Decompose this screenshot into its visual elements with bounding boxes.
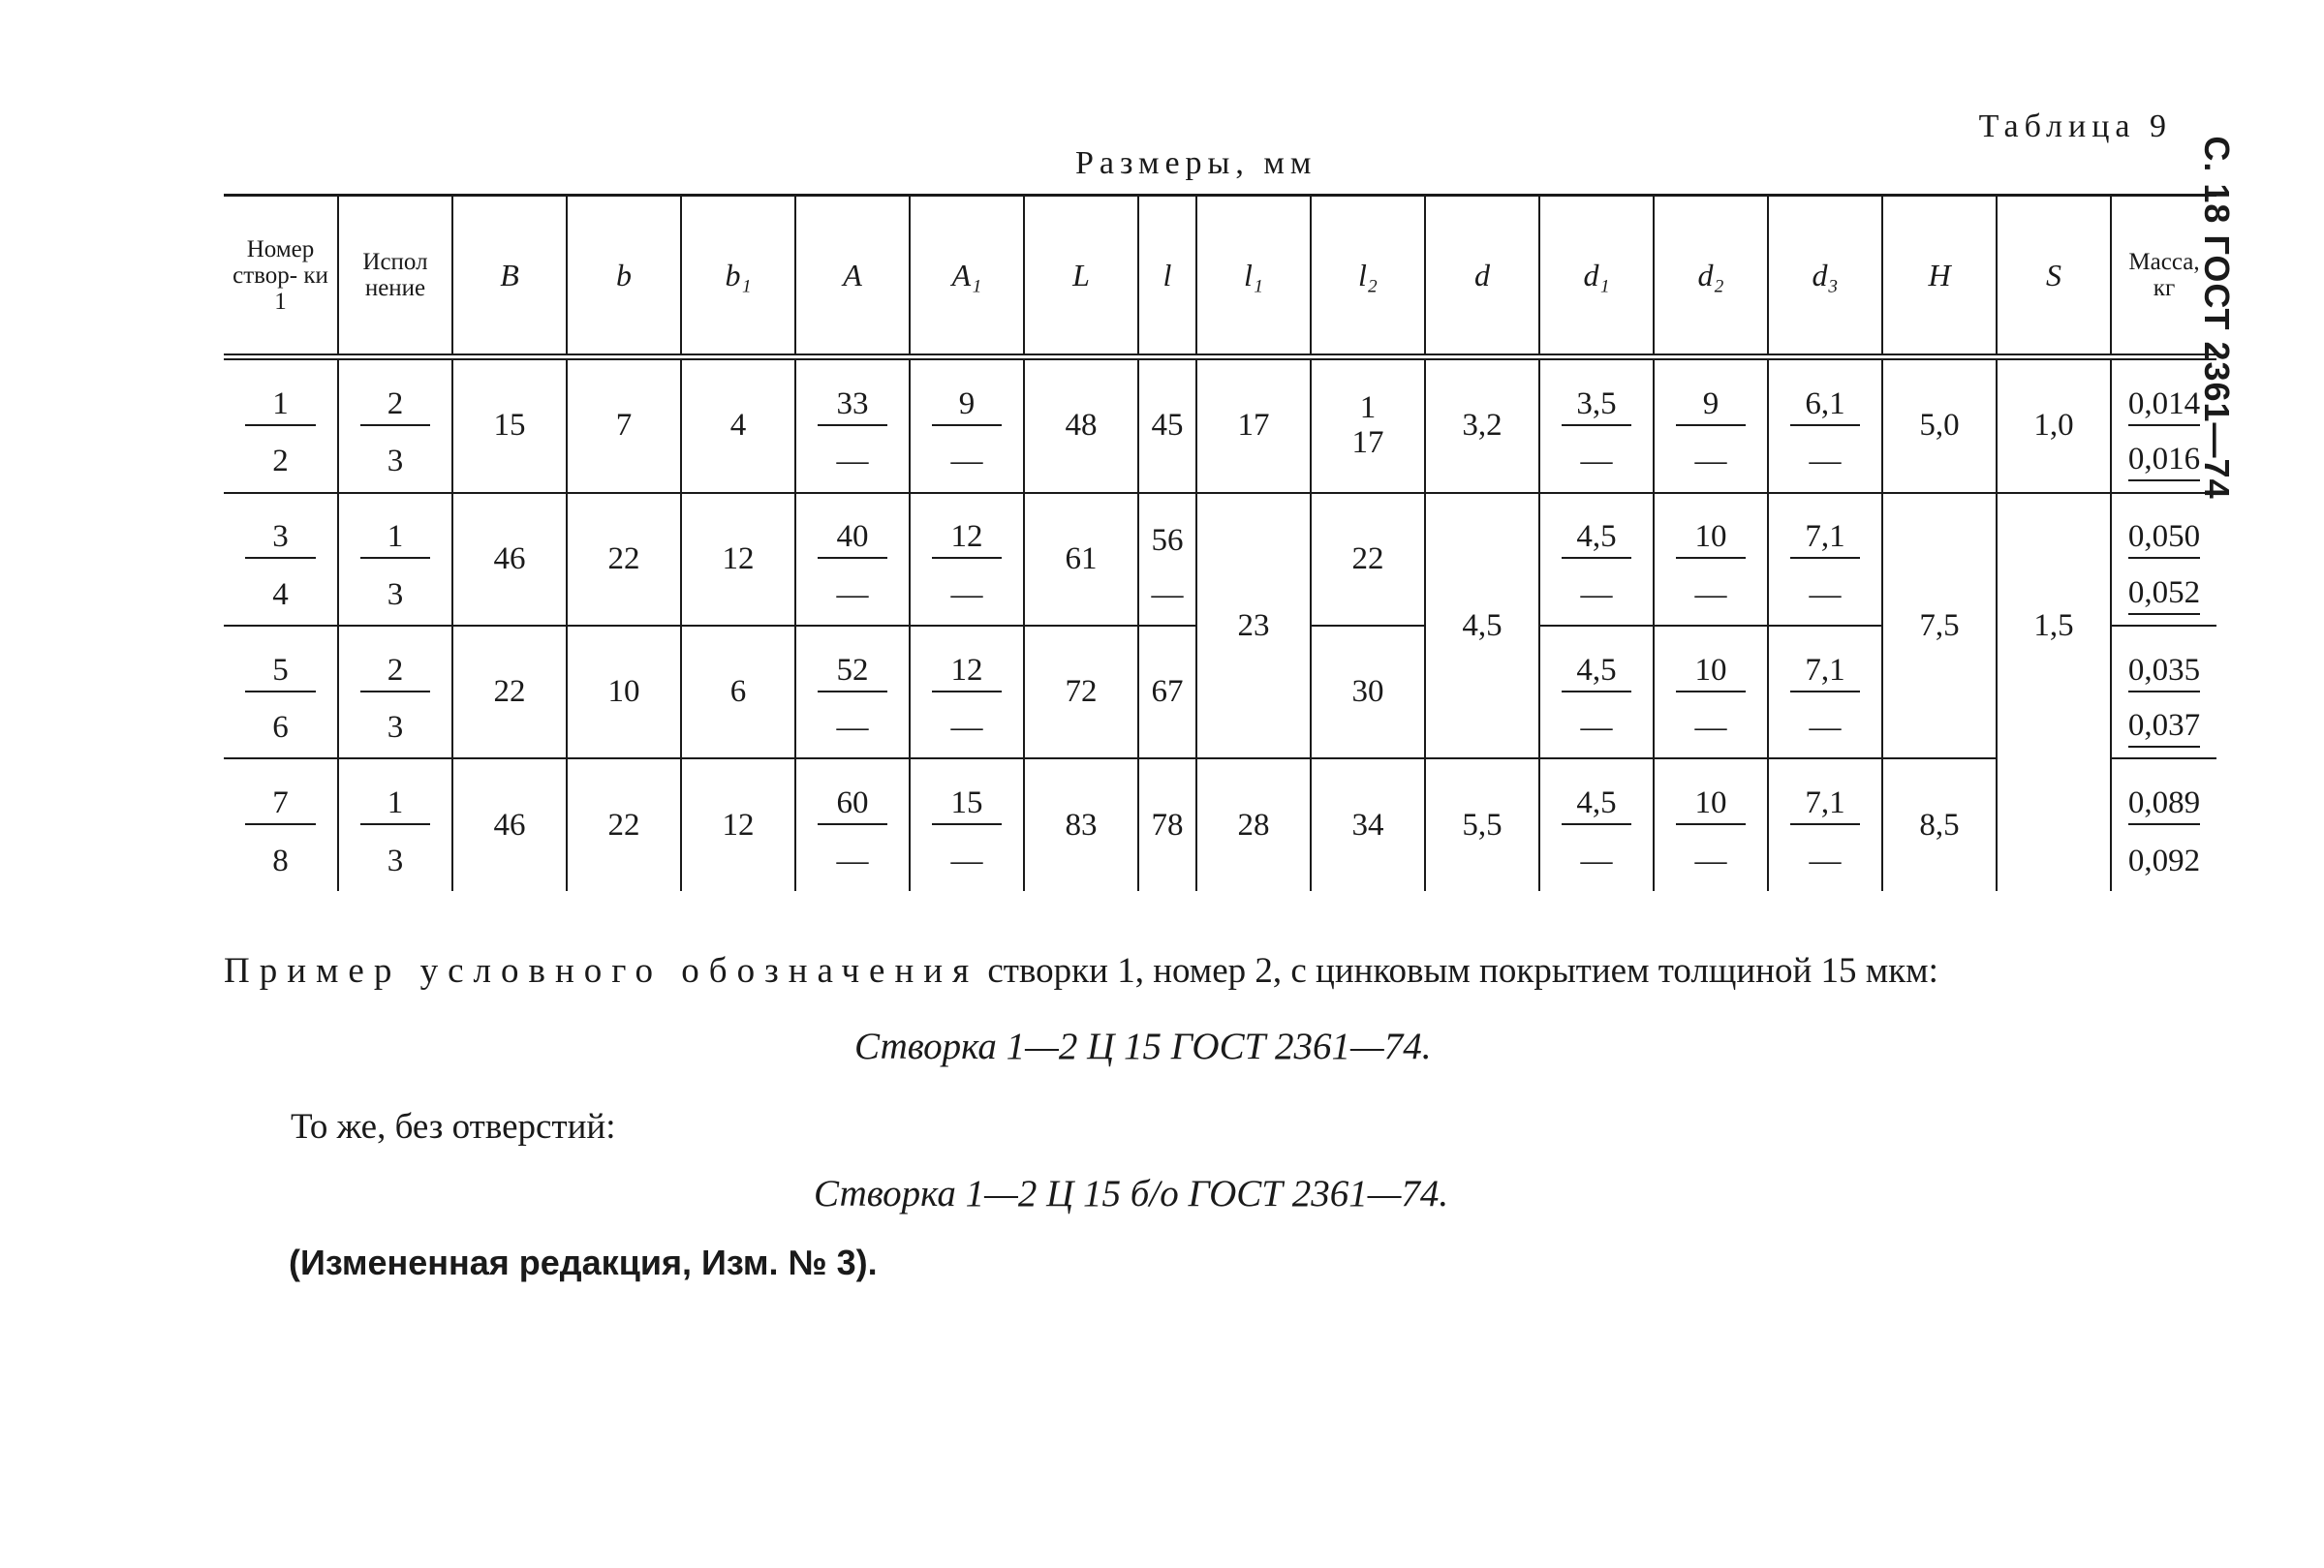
cell-d1	[1539, 626, 1654, 698]
cell-A: —	[795, 432, 910, 493]
cell-nomer-value: 5	[245, 653, 317, 692]
header-b1: b₁	[681, 196, 795, 357]
cell-d1: —	[1539, 698, 1654, 759]
cell-nomer: 2	[224, 432, 338, 493]
cell-d3	[1768, 357, 1882, 432]
cell-d1: —	[1539, 831, 1654, 891]
cell-l2: 34	[1311, 758, 1425, 891]
cell-d3-value: 7,1	[1790, 519, 1861, 559]
cell-ispolnenie: 3	[338, 698, 452, 759]
cell-l2	[1311, 357, 1425, 493]
cell-l: 67	[1138, 626, 1196, 758]
header-b: b	[567, 196, 681, 357]
cell-nomer	[224, 758, 338, 831]
cell-A1	[910, 626, 1024, 698]
designation-example-1: Створка 1—2 Ц 15 ГОСТ 2361—74.	[854, 1026, 1432, 1067]
cell-d3	[1768, 493, 1882, 566]
cell-massa-value: 0,089	[2128, 785, 2200, 825]
cell-B: 46	[452, 758, 567, 891]
cell-S: 1,5	[1997, 493, 2111, 759]
header-d3: d₃	[1768, 196, 1882, 357]
cell-S: 1,0	[1997, 357, 2111, 493]
cell-d1	[1539, 493, 1654, 566]
cell-l: 45	[1138, 357, 1196, 493]
cell-d3: —	[1768, 432, 1882, 493]
cell-B: 15	[452, 357, 567, 493]
header-d1: d₁	[1539, 196, 1654, 357]
cell-A	[795, 357, 910, 432]
cell-ispolnenie-value: 1	[360, 785, 431, 825]
header-d: d	[1425, 196, 1539, 357]
cell-d2	[1654, 357, 1768, 432]
units-caption: Размеры, мм	[1075, 145, 1317, 181]
cell-A-value: 52	[818, 653, 888, 692]
cell-massa	[2111, 626, 2216, 698]
cell-l1: 28	[1196, 758, 1311, 891]
cell-A-value: 40	[818, 519, 888, 559]
cell-l2: 22	[1311, 493, 1425, 626]
cell-A: —	[795, 698, 910, 759]
cell-massa-value: 0,052	[2128, 575, 2200, 615]
cell-d3	[1768, 626, 1882, 698]
cell-nomer-value: 3	[245, 519, 317, 559]
cell-l: —	[1138, 565, 1196, 626]
cell-nomer: 4	[224, 565, 338, 626]
cell-A1-value: 9	[932, 386, 1003, 426]
cell-d2-value: 9	[1676, 386, 1747, 426]
cell-l1: 23	[1196, 493, 1311, 759]
cell-A	[795, 626, 910, 698]
cell-A1: —	[910, 432, 1024, 493]
cell-d2	[1654, 758, 1768, 831]
cell-massa	[2111, 565, 2216, 626]
cell-A: —	[795, 565, 910, 626]
cell-A1: —	[910, 698, 1024, 759]
cell-nomer	[224, 626, 338, 698]
cell-d3	[1768, 758, 1882, 831]
cell-A1-value: 12	[932, 653, 1003, 692]
cell-nomer: 6	[224, 698, 338, 759]
cell-d2: —	[1654, 698, 1768, 759]
header-d2: d₂	[1654, 196, 1768, 357]
cell-A1: —	[910, 565, 1024, 626]
cell-l2-stack	[1352, 390, 1384, 460]
cell-H: 7,5	[1882, 493, 1997, 759]
cell-d2-value: 10	[1676, 785, 1747, 825]
header-L: L	[1024, 196, 1138, 357]
cell-A1	[910, 758, 1024, 831]
revision-note: (Измененная редакция, Изм. № 3).	[289, 1243, 878, 1282]
cell-l2-top: 1	[1359, 390, 1377, 426]
cell-L: 83	[1024, 758, 1138, 891]
cell-ispolnenie: 3	[338, 432, 452, 493]
cell-b: 22	[567, 758, 681, 891]
cell-b1: 4	[681, 357, 795, 493]
cell-d3-value: 6,1	[1790, 386, 1861, 426]
cell-nomer	[224, 357, 338, 432]
cell-nomer	[224, 493, 338, 566]
cell-A-value: 60	[818, 785, 888, 825]
cell-d1-value: 4,5	[1562, 519, 1632, 559]
cell-L: 48	[1024, 357, 1138, 493]
cell-massa-value: 0,050	[2128, 519, 2200, 559]
header-S: S	[1997, 196, 2111, 357]
cell-b: 22	[567, 493, 681, 626]
cell-d3: —	[1768, 831, 1882, 891]
cell-d1	[1539, 357, 1654, 432]
header-ispolnenie: Испол нение	[338, 196, 452, 357]
page-header-text: С. 18 ГОСТ 2361—74	[2197, 136, 2237, 500]
cell-d2-value: 10	[1676, 653, 1747, 692]
header-l1: l₁	[1196, 196, 1311, 357]
cell-d1	[1539, 758, 1654, 831]
cell-b1: 6	[681, 626, 795, 758]
cell-l: 78	[1138, 758, 1196, 891]
cell-ispolnenie	[338, 357, 452, 432]
cell-d2	[1654, 493, 1768, 566]
cell-A-value: 33	[818, 386, 888, 426]
same-without-holes-note: То же, без отверстий:	[291, 1107, 616, 1147]
example-paragraph	[224, 950, 2195, 993]
cell-d1-value: 3,5	[1562, 386, 1632, 426]
cell-A1-value: 15	[932, 785, 1003, 825]
cell-H: 5,0	[1882, 357, 1997, 493]
cell-L: 72	[1024, 626, 1138, 758]
cell-ispolnenie	[338, 493, 452, 566]
cell-massa-value: 0,016	[2128, 442, 2200, 481]
cell-d1: —	[1539, 432, 1654, 493]
cell-d: 3,2	[1425, 357, 1539, 493]
cell-ispolnenie-value: 1	[360, 519, 431, 559]
header-nomer: Номер створ- ки 1	[224, 196, 338, 357]
cell-A1	[910, 357, 1024, 432]
cell-d3: —	[1768, 565, 1882, 626]
header-massa: Масса, кг	[2111, 196, 2216, 357]
cell-massa: 0,092	[2111, 831, 2216, 891]
cell-b1: 12	[681, 758, 795, 891]
cell-ispolnenie-value: 2	[360, 653, 431, 692]
cell-d: 5,5	[1425, 758, 1539, 891]
cell-d2: —	[1654, 565, 1768, 626]
cell-nomer-value: 7	[245, 785, 317, 825]
cell-S-empty	[1997, 758, 2111, 891]
cell-massa	[2111, 758, 2216, 831]
cell-d1-value: 4,5	[1562, 653, 1632, 692]
cell-A1	[910, 493, 1024, 566]
example-lead: Пример условного обозначения	[224, 951, 979, 991]
cell-b1: 12	[681, 493, 795, 626]
cell-A1-value: 12	[932, 519, 1003, 559]
cell-b: 7	[567, 357, 681, 493]
cell-L: 61	[1024, 493, 1138, 626]
cell-ispolnenie: 3	[338, 565, 452, 626]
cell-l2: 30	[1311, 626, 1425, 758]
table-header-row	[224, 196, 2216, 357]
cell-d2-value: 10	[1676, 519, 1747, 559]
header-A: A	[795, 196, 910, 357]
cell-ispolnenie	[338, 626, 452, 698]
cell-d3-value: 7,1	[1790, 653, 1861, 692]
cell-b: 10	[567, 626, 681, 758]
cell-massa-value: 0,014	[2128, 386, 2200, 426]
cell-nomer-value: 1	[245, 386, 317, 426]
cell-d2: —	[1654, 432, 1768, 493]
cell-ispolnenie-value: 2	[360, 386, 431, 426]
cell-B: 22	[452, 626, 567, 758]
dimensions-table	[224, 194, 2216, 891]
cell-H: 8,5	[1882, 758, 1997, 891]
cell-massa	[2111, 357, 2216, 432]
cell-d1: —	[1539, 565, 1654, 626]
cell-massa	[2111, 493, 2216, 566]
header-B: B	[452, 196, 567, 357]
example-text: створки 1, номер 2, с цинковым покрытием толщиной 15 мкм:	[987, 951, 1938, 991]
cell-A1: —	[910, 831, 1024, 891]
header-A1: A₁	[910, 196, 1024, 357]
designation-example-2: Створка 1—2 Ц 15 б/о ГОСТ 2361—74.	[814, 1173, 1449, 1214]
table-row	[224, 758, 2216, 831]
cell-d3: —	[1768, 698, 1882, 759]
cell-massa	[2111, 432, 2216, 493]
cell-l: 56	[1138, 493, 1196, 566]
cell-d1-value: 4,5	[1562, 785, 1632, 825]
cell-A	[795, 493, 910, 566]
cell-A	[795, 758, 910, 831]
cell-massa-value: 0,035	[2128, 653, 2200, 692]
cell-B: 46	[452, 493, 567, 626]
header-H: H	[1882, 196, 1997, 357]
cell-d: 4,5	[1425, 493, 1539, 759]
cell-massa	[2111, 698, 2216, 759]
cell-d3-value: 7,1	[1790, 785, 1861, 825]
header-l2: l₂	[1311, 196, 1425, 357]
cell-A: —	[795, 831, 910, 891]
cell-massa-value: 0,037	[2128, 708, 2200, 748]
cell-d2	[1654, 626, 1768, 698]
table-caption: Таблица 9	[1978, 108, 2172, 144]
table-row	[224, 357, 2216, 432]
cell-nomer: 8	[224, 831, 338, 891]
cell-d2: —	[1654, 831, 1768, 891]
table-row	[224, 493, 2216, 566]
cell-ispolnenie: 3	[338, 831, 452, 891]
cell-l1: 17	[1196, 357, 1311, 493]
header-l: l	[1138, 196, 1196, 357]
cell-l2-value: 17	[1351, 425, 1384, 461]
cell-ispolnenie	[338, 758, 452, 831]
